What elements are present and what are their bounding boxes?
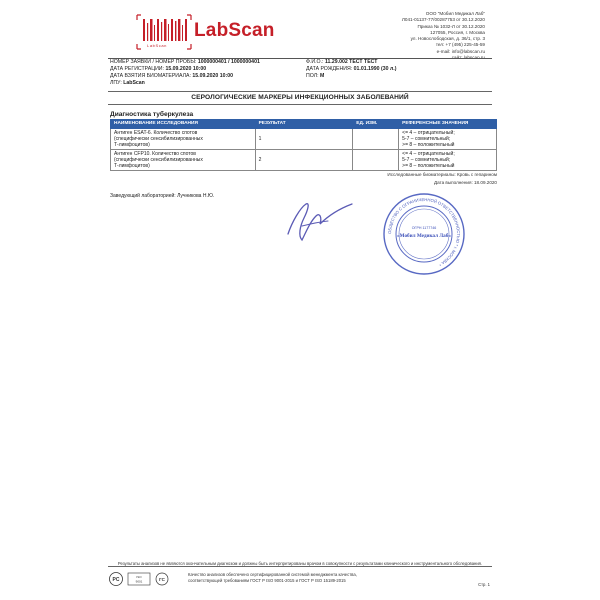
stamp-ring-text: ОБЩЕСТВО С ОГРАНИЧЕННОЙ ОТВЕТСТВЕННОСТЬЮ * г. МОСКВА * bbox=[386, 196, 462, 268]
result-value: 2 bbox=[258, 157, 262, 163]
meta-value: LabScan bbox=[123, 80, 145, 87]
quality-line: Качество анализов обеспечено сертифицированной системой менеджмента качества, bbox=[188, 572, 357, 577]
test-name-line: Антиген ESAT-6. Количество спотов bbox=[114, 130, 198, 136]
meta-row bbox=[110, 59, 295, 66]
test-name-cell bbox=[111, 150, 256, 171]
reference-line: <= 4 – отрицательный; bbox=[402, 151, 455, 157]
meta-value: 01.01.1990 (30 л.) bbox=[353, 66, 397, 73]
completion-date: Дата выполнения: 18.09.2020 bbox=[433, 180, 497, 185]
quality-line: соответствующей требованиям ГОСТ Р ISO 9001-2015 и ГОСТ Р ISO 15189-2015 bbox=[188, 577, 346, 583]
test-name-cell bbox=[111, 129, 256, 150]
company-line: e-mail: info@labscan.ru bbox=[436, 48, 485, 54]
certification-logos bbox=[108, 571, 188, 587]
meta-value: 11.29.002 ТЕСТ ТЕСТ bbox=[324, 59, 378, 65]
company-line: 127055, Россия, г. Москва bbox=[430, 29, 485, 35]
iso-cert-icon bbox=[128, 573, 150, 585]
result-cell bbox=[255, 129, 353, 150]
stamp-code: ОГРН 1177746 bbox=[411, 226, 437, 230]
company-info bbox=[285, 11, 485, 61]
test-name-line: Антиген CFP10. Количество спотов bbox=[114, 151, 196, 157]
table-row bbox=[111, 129, 497, 150]
test-name-line: Т-лимфоцитов) bbox=[114, 163, 150, 169]
meta-label: Ф.И.О.: bbox=[306, 59, 324, 65]
company-line: Приказ № 1032-Л от 30.12.2020 bbox=[417, 23, 485, 29]
test-name-line: (специфически сенсибилизированных bbox=[114, 136, 203, 142]
meta-label: ДАТА РОЖДЕНИЯ: bbox=[306, 66, 353, 73]
results-table bbox=[110, 119, 497, 171]
meta-row bbox=[306, 66, 491, 73]
svg-text:PC: PC bbox=[112, 577, 120, 583]
column-header: РЕФЕРЕНСНЫЕ ЗНАЧЕНИЯ bbox=[399, 120, 497, 129]
column-header: РЕЗУЛЬТАТ bbox=[255, 120, 353, 129]
result-value: 1 bbox=[258, 136, 262, 142]
meta-value: 15.09.2020 10:00 bbox=[165, 66, 207, 73]
biomaterial-note: Исследованные биоматериалы: Кровь с гепарином bbox=[387, 172, 497, 177]
svg-text:9001: 9001 bbox=[135, 579, 143, 584]
column-header: ЕД. ИЗМ. bbox=[353, 120, 399, 129]
title-divider-top bbox=[108, 91, 492, 92]
rst-cert-icon bbox=[110, 573, 123, 586]
reference-cell bbox=[399, 150, 497, 171]
meta-row bbox=[306, 73, 491, 80]
logo-caption: LabScan bbox=[147, 43, 167, 48]
test-name-line: Т-лимфоцитов) bbox=[114, 142, 150, 148]
meta-value: 1000000401 / 1000000401 bbox=[197, 59, 260, 65]
svg-text:ГС: ГС bbox=[159, 577, 165, 582]
reference-line: >= 8 – положительный bbox=[402, 142, 455, 148]
section-heading: Диагностика туберкулеза bbox=[110, 111, 194, 118]
result-cell bbox=[255, 150, 353, 171]
meta-value: 15.09.2020 10:00 bbox=[192, 73, 234, 80]
title-divider-bottom bbox=[108, 104, 492, 105]
signature-image bbox=[282, 196, 358, 246]
order-meta bbox=[110, 59, 295, 87]
company-line: Л041-01137-77/00287753 от 30.12.2020 bbox=[401, 17, 485, 23]
report-title: СЕРОЛОГИЧЕСКИЕ МАРКЕРЫ ИНФЕКЦИОННЫХ ЗАБОЛЕВАНИЙ bbox=[191, 94, 409, 101]
reference-cell bbox=[399, 129, 497, 150]
quality-statement bbox=[188, 572, 357, 584]
reference-line: <= 4 – отрицательный; bbox=[402, 130, 455, 136]
meta-row bbox=[306, 59, 491, 66]
meta-row bbox=[110, 66, 295, 73]
company-line: ООО "Мобил Медикал Лаб" bbox=[425, 11, 485, 16]
unit-cell bbox=[353, 129, 399, 150]
company-line: тел: +7 (495) 225-45-59 bbox=[435, 42, 485, 48]
meta-label: ДАТА РЕГИСТРАЦИИ: bbox=[110, 66, 164, 73]
footer-disclaimer: Результаты анализов не являются окончательным диагнозом и должны быть интерпретированы врачом в совокупности с результатами клинического и инструментального обследования. bbox=[117, 561, 483, 566]
seal-stamp bbox=[382, 192, 466, 276]
reference-line: 5-7 – сомнительный; bbox=[402, 157, 451, 163]
meta-label: ДАТА ВЗЯТИЯ БИОМАТЕРИАЛА: bbox=[110, 73, 191, 80]
svg-text:ISO: ISO bbox=[136, 575, 142, 579]
footer-divider bbox=[108, 566, 492, 567]
unit-cell bbox=[353, 150, 399, 171]
test-name-line: (специфически сенсибилизированных bbox=[114, 157, 203, 163]
column-header: НАИМЕНОВАНИЕ ИССЛЕДОВАНИЯ bbox=[111, 120, 256, 129]
reference-line: >= 8 – положительный bbox=[402, 163, 455, 169]
company-line: ул. Новослободская, д. 36/1, стр. 3 bbox=[410, 36, 485, 42]
page-number: Стр. 1 bbox=[478, 582, 490, 587]
meta-value: М bbox=[320, 73, 325, 80]
table-row bbox=[111, 150, 497, 171]
brand-name: LabScan bbox=[194, 20, 275, 41]
stamp-center: «Мобил Медикал Лаб» bbox=[397, 233, 451, 239]
gost-cert-icon bbox=[156, 573, 168, 585]
reference-line: 5-7 – сомнительный; bbox=[402, 136, 451, 142]
meta-label: НОМЕР ЗАЯВКИ / НОМЕР ПРОБЫ: bbox=[110, 59, 197, 65]
meta-row bbox=[110, 80, 295, 87]
meta-row bbox=[110, 73, 295, 80]
meta-label: ЛПУ: bbox=[110, 80, 122, 87]
patient-meta bbox=[306, 59, 491, 80]
meta-label: ПОЛ: bbox=[306, 73, 319, 80]
head-of-lab: Заведующий лабораторией: Лучникова Н.Ю. bbox=[110, 193, 215, 199]
table-header-row bbox=[111, 120, 497, 129]
